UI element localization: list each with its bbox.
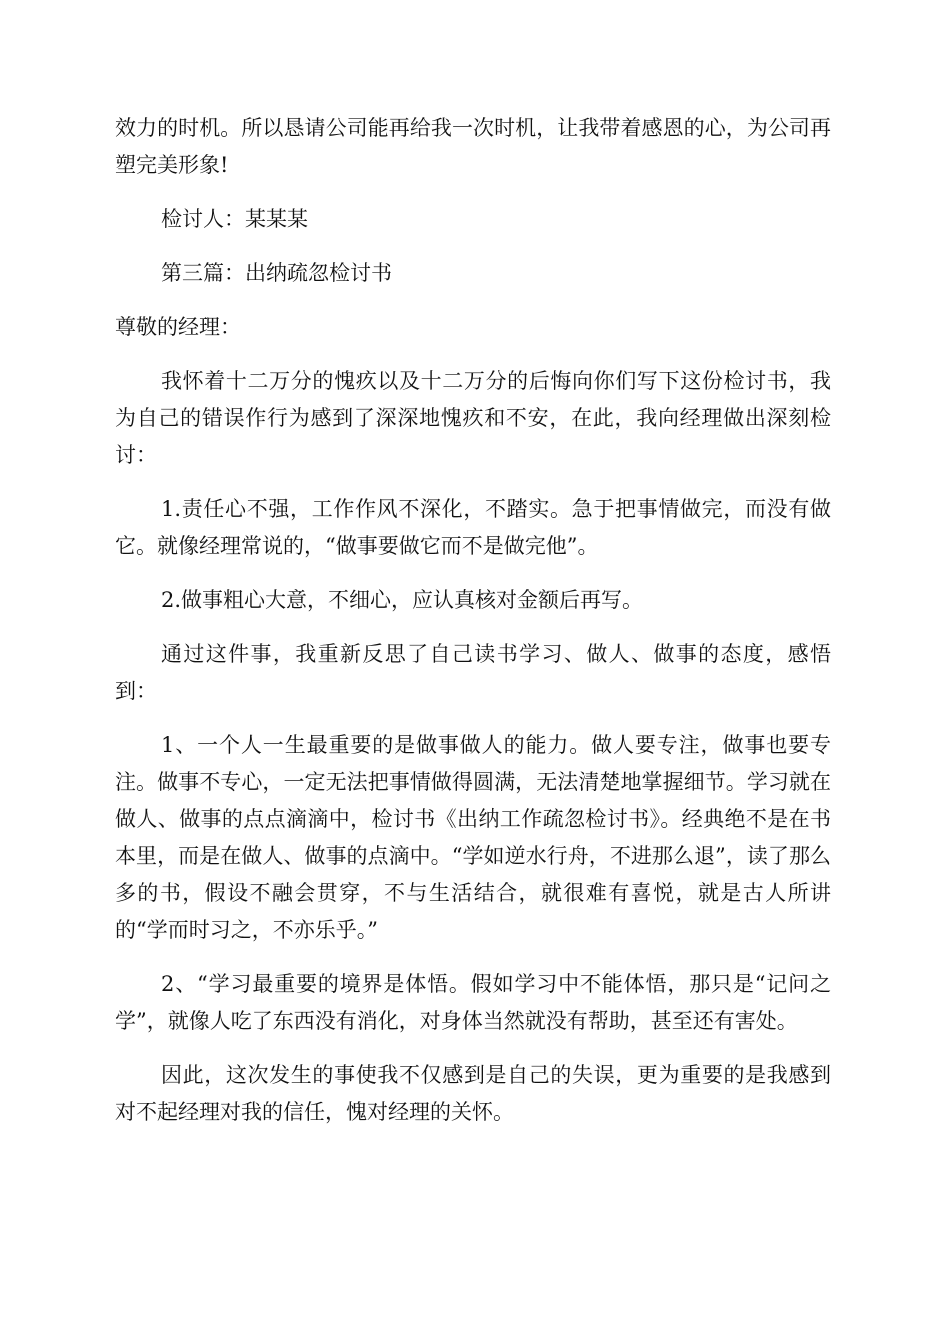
paragraph-insight-2: 2、“学习最重要的境界是体悟。假如学习中不能体悟，那只是“记问之学”，就像人吃了东西没有消化，对身体当然就没有帮助，甚至还有害处。 (115, 972, 831, 1033)
paragraph-insight-1: 1、一个人一生最重要的是做事做人的能力。做人要专注，做事也要专注。做事不专心，一定无法把事情做得圆满，无法清楚地掌握细节。学习就在做人、做事的点点滴滴中，检讨书《出纳工作疏忽检讨书》。经典绝不是在书本里，而是在做人、做事的点滴中。“学如逆水行舟，不进那么退”，读了那么多的书，假设不融会贯穿，不与生活结合，就很难有喜悦，就是古人所讲的“学而时习之，不亦乐乎。” (115, 733, 831, 942)
paragraph-intro: 我怀着十二万分的愧疚以及十二万分的后悔向你们写下这份检讨书，我为自己的错误作行为感到了深深地愧疚和不安，在此，我向经理做出深刻检讨： (115, 369, 831, 467)
paragraph-reflection: 通过这件事，我重新反思了自己读书学习、做人、做事的态度，感悟到： (115, 642, 831, 703)
paragraph-point-1: 1.责任心不强，工作作风不深化，不踏实。急于把事情做完，而没有做它。就像经理常说的，“做事要做它而不是做完他”。 (115, 497, 831, 558)
salutation: 尊敬的经理： (115, 315, 241, 339)
section-heading: 第三篇：出纳疏忽检讨书 (161, 261, 392, 285)
paragraph-conclusion: 因此，这次发生的事使我不仅感到是自己的失误，更为重要的是我感到对不起经理对我的信任，愧对经理的关怀。 (115, 1063, 831, 1124)
paragraph-continuation: 效力的时机。所以恳请公司能再给我一次时机，让我带着感恩的心，为公司再塑完美形象! (115, 116, 831, 177)
paragraph-signature: 检讨人：某某某 (161, 207, 308, 231)
paragraph-point-2: 2.做事粗心大意，不细心，应认真核对金额后再写。 (161, 588, 644, 612)
document-body (115, 110, 831, 1148)
